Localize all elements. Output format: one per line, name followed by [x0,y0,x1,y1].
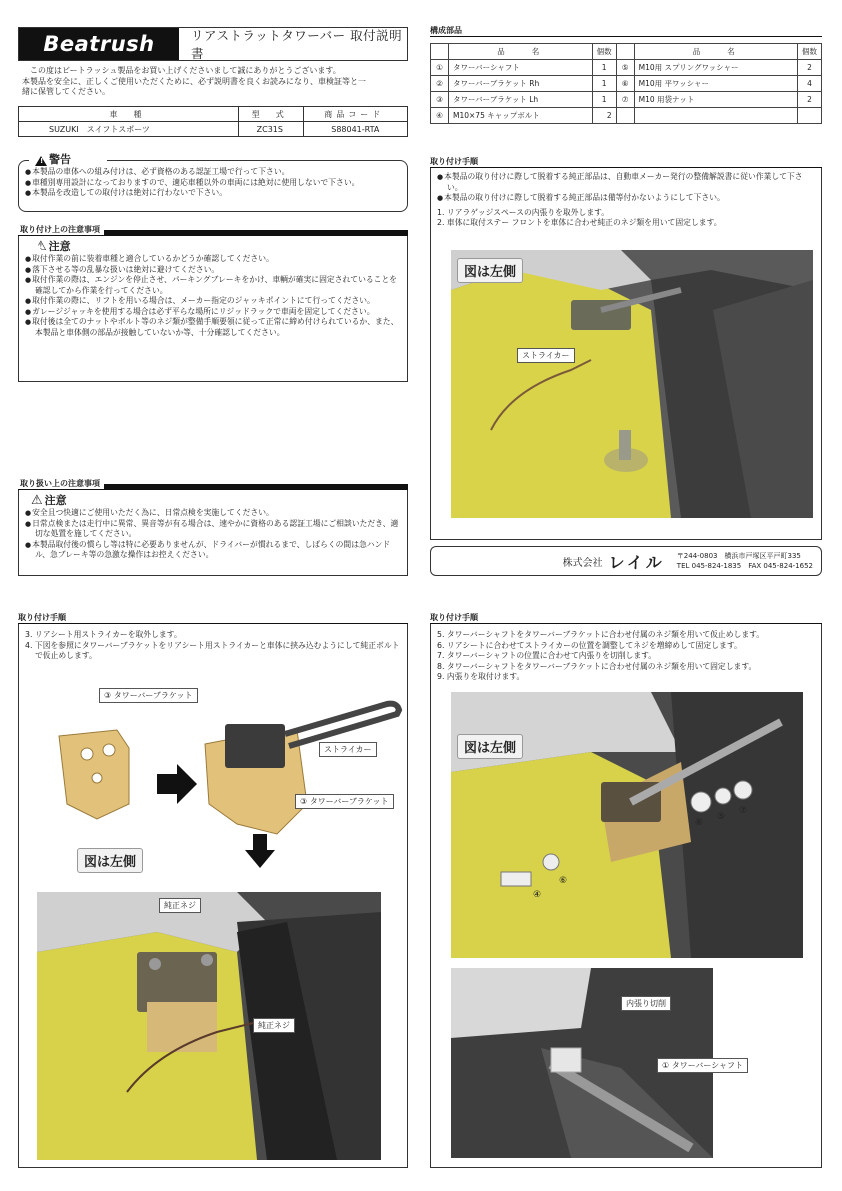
down-arrow-icon [245,834,275,868]
screw-callout-2: 純正ネジ [253,1018,295,1033]
part-number-washer-2: ⑥ [695,818,704,828]
parts-row: ④ M10×75 キャップボルト 2 [431,108,822,124]
striker-callout-2: ストライカー [319,742,377,757]
procedure-box-2 [18,624,408,1168]
figure-side-label: 図は左側 [457,258,523,283]
title-block [18,27,408,61]
shaft-callout: ① タワーバーシャフト [657,1058,748,1073]
caution-heading-2: ⚠ 注意 [31,493,67,509]
brand-logo: Beatrush [19,28,179,60]
handling-notes-list: ● 安全且つ快適にご使用いただく為に、日常点検を実施してください。 ● 日常点検または走行中に異常、異音等が有る場合は、速やかに資格のある認証工場にご相談いただき、適切な処置を施してください。 ● 本製品取付後の慣らし等は特に必要ありませんが、ドライバーが慣れるまで、しばらくの間は急ハンドル、急ブレーキ等の急激な操作はお控えください。 [19,508,407,561]
install-notes-box [18,236,408,382]
photo-bracket-installed [37,892,381,1160]
procedure-steps-2: 3. リアシート用ストライカーを取外します。 4. 下図を参照にタワーバーブラケットをリアシート用ストライカーと車体に挟み込むようにして純正ボルトで仮止めします。 [25,630,400,660]
part-number-bolt: ④ [533,890,542,900]
procedure-header-2: 取り付け手順 [18,612,408,624]
procedure-box-3 [430,624,822,1168]
vehicle-table: 車 種 型 式 商品コード SUZUKI スイフトスポーツ ZC31S S88041-RTA [18,106,408,137]
parts-row: ① タワーバーシャフト 1 ⑤ M10用 スプリングワッシャー 2 [431,60,822,76]
bracket-diagram [37,684,407,834]
photo-bracket-image [37,892,381,1160]
photo-striker-image [451,250,813,518]
page-title: リアストラットタワーバー 取付説明書 [191,28,403,61]
figure-side-label-3: 図は左側 [457,734,523,759]
photo-striker [451,250,813,518]
warning-heading: ! 警告 [29,153,107,167]
handling-notes-box [18,490,408,576]
caution-icon: ⚠ [31,493,43,509]
procedure-notes: ● 本製品の取り付けに際して脱着する純正部品は、自動車メーカー発行の整備解説書に従い作業して下さい。 ● 本製品の取り付けに際して脱着する純正部品は備等付かないようにして下さい。 [431,168,821,204]
install-notes-list: ● 取付作業の前に装着車種と適合しているかどうか確認してください。 ● 落下させる等の乱暴な扱いは絶対に避けてください。 ● 取付作業の際は、エンジンを停止させ、パーキングブレーキをかけ、車輌が確実に固定されていることを確認してから作業を行ってください。 ● 取付作業の際に、リフトを用いる場合は、メーカー指定のジャッキポイントにて行ってください。 ● ガレージジャッキを使用する場合は必ず平らな場所にリジッドラックで車両を固定してください。 ● 取付後は全てのナットやボルト等のネジ類が整備手順要領に従って正常に締め付けられているか、また、本製品と車体側の部品が接触していないか等、十分確認してください。 [19,254,407,338]
procedure-steps-1: 1. リアラゲッジスペースの内張りを取外します。 2. 車体に取付ステー フロントを車体に合わせ純正のネジ類を用いて固定します。 [437,207,722,227]
striker-callout: ストライカー [517,348,575,363]
bracket-callout-2: ③ タワーバーブラケット [295,794,394,809]
parts-header: 構成部品 [430,25,822,37]
photo-trim-cut [451,968,743,1158]
procedure-steps-3: 5. タワーバーシャフトをタワーバーブラケットに合わせ付属のネジ類を用いて仮止めします。 6. リアシートに合わせてストライカーの位置を調整してネジを増締めして固定します。 7. タワーバーシャフトの位置に合わせて内張りを切削します。 8. タワーバーシャフトをタワーバーブラケットに合わせ付属のネジ類を用いて固定します。 9. 内張りを取付けます。 [437,630,765,681]
bracket-callout: ③ タワーバーブラケット [99,688,198,703]
warning-icon: ! [35,156,47,166]
parts-table: 品 名 個数 品 名 個数 ① タワーバーシャフト 1 ⑤ M10用 スプリングワッシャー 2 ② タワーバーブラケット Rh 1 ⑥ M10用 平ワッシャー 4 ③ タワーバーブラケット Lh 1 ⑦ M10 用袋ナット 2 ④ M10×75 キャップボルト 2 [430,43,822,124]
handling-notes-header: 取り扱い上の注意事項 [18,478,408,490]
procedure-header-1: 取り付け手順 [430,156,822,168]
caution-icon [31,243,43,253]
part-number-washer: ⑥ [559,876,568,886]
procedure-header-3: 取り付け手順 [430,612,822,624]
parts-row: ② タワーバーブラケット Rh 1 ⑥ M10用 平ワッシャー 4 [431,76,822,92]
parts-row: ③ タワーバーブラケット Lh 1 ⑦ M10 用袋ナット 2 [431,92,822,108]
procedure-box-1 [430,168,822,540]
trim-cut-callout: 内張り切削 [621,996,671,1011]
caution-heading: ⚠ 注意 [19,240,407,254]
photo-shaft-image [451,692,803,958]
warning-box [18,153,408,212]
intro-text: この度はビートラッシュ製品をお買い上げくださいまして誠にありがとうございます。 本製品を安全に、正しくご使用いただくために、必ず説明書を良くお読みになり、車検証等と一 緒に保管してください。 [22,66,366,96]
photo-shaft-mount [451,692,803,958]
part-number-nut: ⑦ [739,806,748,816]
warning-list: ● 本製品の車体への組み付けは、必ず資格のある認証工場で行って下さい。 ● 車種別専用設計になっておりますので、適応車種以外の車両には絶対に使用しないで下さい。 ● 本製品を改造しての取付けは絶対に行わないで下さい。 [19,167,407,199]
company-block: 株式会社 レイル 〒244-0803 横浜市戸塚区平戸町335 TEL 045-824-1835 FAX 045-824-1652 [430,546,822,576]
screw-callout-1: 純正ネジ [159,898,201,913]
install-notes-header: 取り付け上の注意事項 [18,224,408,236]
part-number-spring-washer: ⑤ [717,812,726,822]
figure-side-label-2: 図は左側 [77,848,143,873]
